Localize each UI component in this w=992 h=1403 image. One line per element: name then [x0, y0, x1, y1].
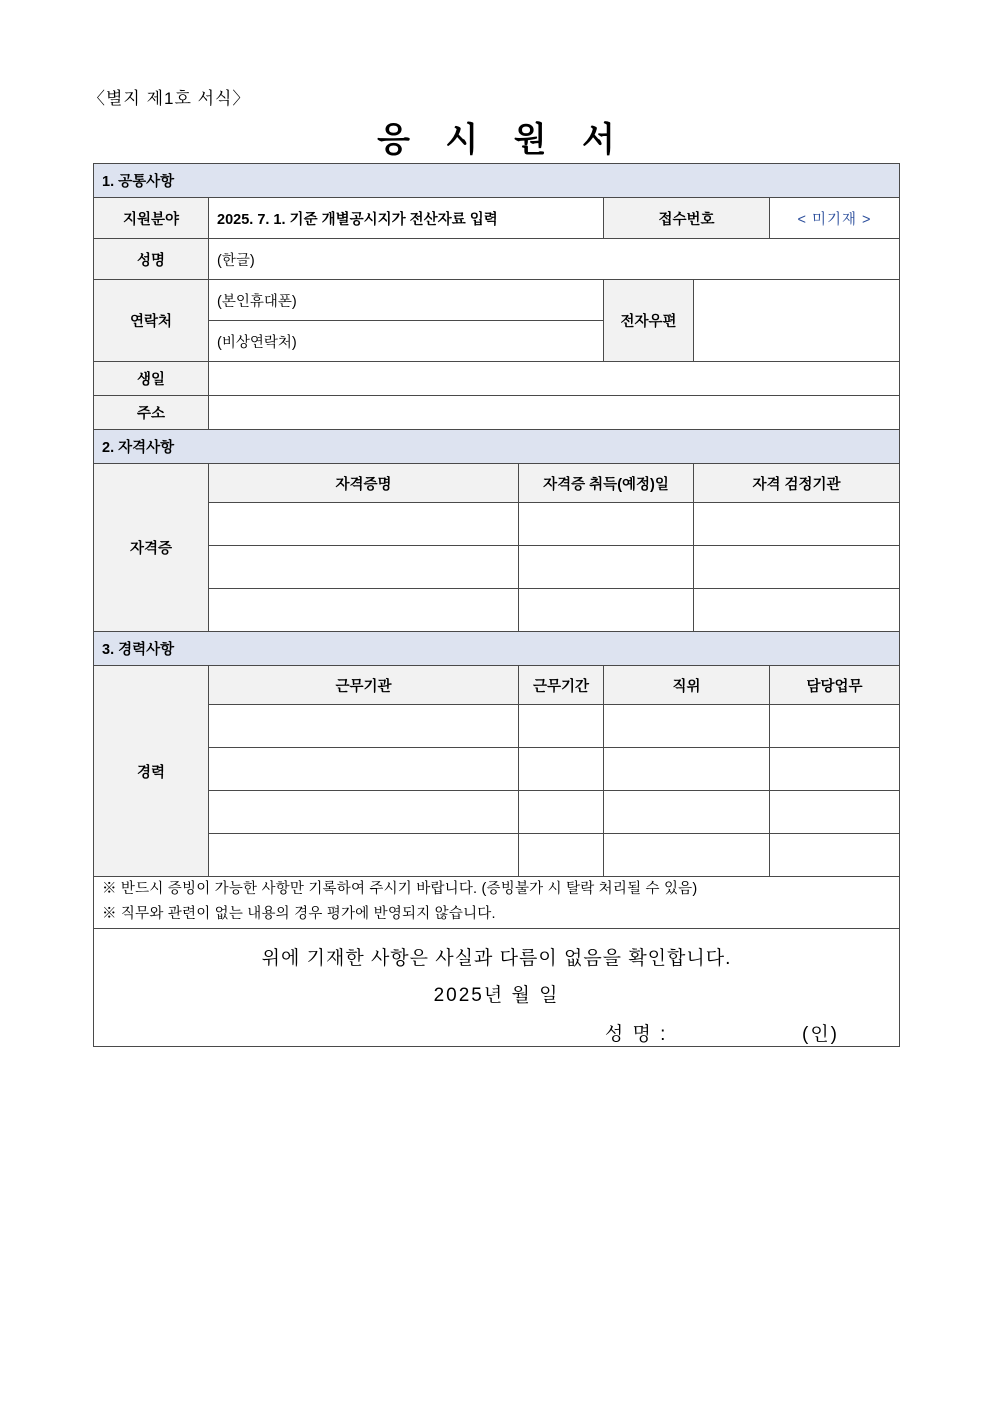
career-period-3[interactable]: [519, 791, 604, 834]
confirmation-date: 2025년 월 일: [433, 984, 560, 1006]
confirmation-statement: 위에 기재한 사항은 사실과 다름이 없음을 확인합니다.: [261, 947, 732, 969]
confirmation-row: [94, 928, 900, 1046]
row-label-career: 경력: [94, 666, 209, 877]
section-heading-qualification: [94, 430, 900, 464]
career-workplace-4[interactable]: [209, 834, 519, 877]
field-value-mobile[interactable]: (본인휴대폰): [209, 280, 604, 321]
notes-cell: [94, 877, 900, 929]
confirmation-cell: [94, 928, 900, 1046]
career-workplace-2[interactable]: [209, 748, 519, 791]
table-row: [94, 705, 900, 748]
note-line-1: ※ 반드시 증빙이 가능한 사항만 기록하여 주시기 바랍니다. (증빙불가 시 탈락 처리될 수 있음): [102, 881, 698, 897]
cert-date-2[interactable]: [519, 546, 694, 589]
cert-name-3[interactable]: [209, 589, 519, 632]
career-position-4[interactable]: [604, 834, 770, 877]
field-label-receipt-no: 접수번호: [604, 198, 770, 239]
table-row: [94, 589, 900, 632]
table-row: [94, 791, 900, 834]
table-row: [94, 362, 900, 396]
table-row: [94, 396, 900, 430]
career-position-2[interactable]: [604, 748, 770, 791]
field-label-email: 전자우편: [604, 280, 694, 362]
column-header-workplace: 근무기관: [209, 666, 519, 705]
career-duty-1[interactable]: [770, 705, 900, 748]
section1-heading: 1. 공통사항: [94, 164, 900, 198]
cert-date-3[interactable]: [519, 589, 694, 632]
career-duty-4[interactable]: [770, 834, 900, 877]
table-row: [94, 198, 900, 239]
field-label-contact: 연락처: [94, 280, 209, 362]
section3-heading: 3. 경력사항: [94, 632, 900, 666]
row-label-certificate: 자격증: [94, 464, 209, 632]
table-header-row: [94, 464, 900, 503]
field-value-address[interactable]: [209, 396, 900, 430]
table-row: [94, 280, 900, 321]
field-value-email[interactable]: [694, 280, 900, 362]
table-row: [94, 546, 900, 589]
cert-agency-3[interactable]: [694, 589, 900, 632]
signature-line: [102, 1019, 891, 1046]
career-workplace-3[interactable]: [209, 791, 519, 834]
column-header-cert-name: 자격증명: [209, 464, 519, 503]
form-note: 〈별지 제1호 서식〉: [88, 89, 251, 108]
field-value-receipt-no[interactable]: < 미기재 >: [770, 198, 900, 239]
column-header-period: 근무기간: [519, 666, 604, 705]
seal-mark: (인): [802, 1023, 840, 1045]
table-row: [94, 834, 900, 877]
field-value-birth[interactable]: [209, 362, 900, 396]
career-duty-3[interactable]: [770, 791, 900, 834]
field-label-birth: 생일: [94, 362, 209, 396]
application-form-table: [93, 163, 900, 1047]
field-label-apply-area: 지원분야: [94, 198, 209, 239]
table-header-row: [94, 666, 900, 705]
cert-agency-1[interactable]: [694, 503, 900, 546]
career-period-1[interactable]: [519, 705, 604, 748]
cert-date-1[interactable]: [519, 503, 694, 546]
column-header-cert-date: 자격증 취득(예정)일: [519, 464, 694, 503]
column-header-cert-agency: 자격 검정기관: [694, 464, 900, 503]
cert-name-1[interactable]: [209, 503, 519, 546]
cert-name-2[interactable]: [209, 546, 519, 589]
career-position-3[interactable]: [604, 791, 770, 834]
signature-label: 성 명 :: [604, 1023, 668, 1045]
cert-agency-2[interactable]: [694, 546, 900, 589]
column-header-duty: 담당업무: [770, 666, 900, 705]
field-label-address: 주소: [94, 396, 209, 430]
note-line-2: ※ 직무와 관련이 없는 내용의 경우 평가에 반영되지 않습니다.: [102, 906, 496, 923]
career-workplace-1[interactable]: [209, 705, 519, 748]
column-header-position: 직위: [604, 666, 770, 705]
notes-row: [94, 877, 900, 929]
section-heading-common: [94, 164, 900, 198]
page-title: 응 시 원 서: [377, 121, 628, 159]
table-row: [94, 503, 900, 546]
field-value-apply-area[interactable]: 2025. 7. 1. 기준 개별공시지가 전산자료 입력: [209, 198, 604, 239]
field-value-emergency-contact[interactable]: (비상연락처): [209, 321, 604, 362]
career-duty-2[interactable]: [770, 748, 900, 791]
table-row: [94, 748, 900, 791]
table-row: [94, 239, 900, 280]
career-position-1[interactable]: [604, 705, 770, 748]
field-label-name: 성명: [94, 239, 209, 280]
career-period-2[interactable]: [519, 748, 604, 791]
section2-heading: 2. 자격사항: [94, 430, 900, 464]
section-heading-career: [94, 632, 900, 666]
career-period-4[interactable]: [519, 834, 604, 877]
field-value-name[interactable]: (한글): [209, 239, 900, 280]
